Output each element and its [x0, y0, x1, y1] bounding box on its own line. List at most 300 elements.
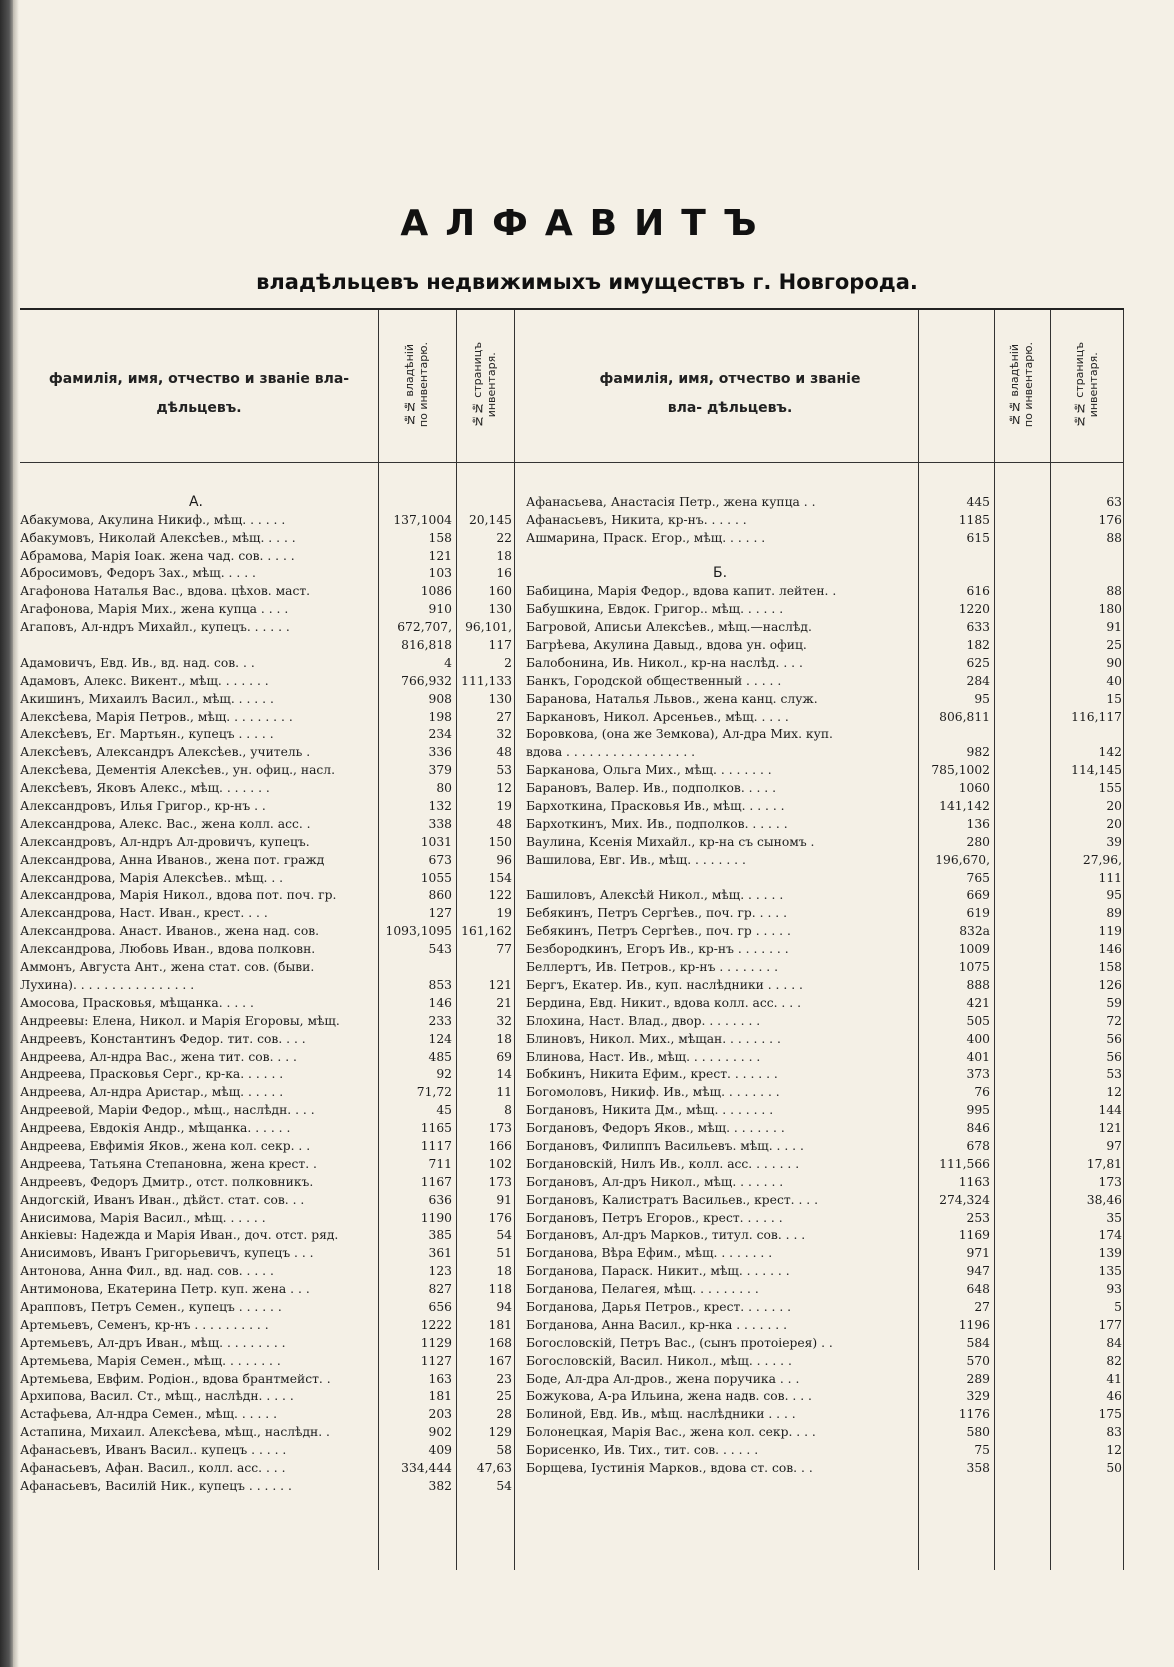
table-row	[20, 977, 514, 995]
page-number: 116,117	[1071, 709, 1122, 724]
owner-name: Богдановъ, Филиппъ Васильевъ. мѣщ. . . . .	[526, 1138, 804, 1153]
table-row	[20, 1460, 514, 1478]
owner-name: Анисимова, Марія Васил., мѣщ. . . . . .	[20, 1210, 266, 1225]
holding-number: 71,72	[416, 1085, 452, 1100]
page-number: 96,101,	[465, 620, 512, 635]
owner-name: Афанасьевъ, Иванъ Васил.. купецъ . . . . .	[20, 1443, 287, 1458]
holding-number: 673	[428, 852, 452, 867]
page-number: 56	[1106, 1049, 1122, 1064]
table-row	[526, 834, 1124, 852]
page-number: 89	[1106, 906, 1122, 921]
page-number: 173	[488, 1174, 512, 1189]
holding-number: 678	[966, 1138, 990, 1153]
owner-name: Богдановъ, Калистратъ Васильев., крест. . . .	[526, 1192, 819, 1207]
page-number: 41	[1106, 1371, 1122, 1386]
table-row	[526, 1120, 1124, 1138]
holding-number: 995	[966, 1103, 990, 1118]
holding-number: 853	[428, 977, 452, 992]
owner-name: Агафонова Наталья Вас., вдова. цѣхов. маст.	[20, 584, 311, 599]
table-row	[526, 494, 1124, 512]
holding-number: 584	[966, 1335, 990, 1350]
holding-number: 1129	[420, 1335, 452, 1350]
page-number: 114,145	[1071, 763, 1122, 778]
owner-name: Богдановскій, Нилъ Ив., колл. асс. . . . . . .	[526, 1156, 800, 1171]
header-name-right	[580, 365, 880, 423]
table-row	[20, 1442, 514, 1460]
table-row	[20, 548, 514, 566]
owner-name: Богданова, Анна Васил., кр-нка . . . . . . .	[526, 1317, 788, 1332]
owner-name: Александрова, Алекс. Вас., жена колл. асс. .	[20, 816, 311, 831]
page-number: 50	[1106, 1460, 1122, 1475]
owner-name: Богомоловъ, Никиф. Ив., мѣщ. . . . . . . .	[526, 1085, 780, 1100]
owner-name: Антонова, Анна Фил., вд. над. сов. . . . .	[20, 1264, 274, 1279]
table-row	[20, 1049, 514, 1067]
table-row	[20, 1263, 514, 1281]
page-number: 39	[1106, 834, 1122, 849]
page-number: 53	[496, 763, 512, 778]
table-row	[526, 476, 1124, 494]
table-row	[20, 619, 514, 637]
holding-number: 338	[428, 816, 452, 831]
table-row	[526, 870, 1124, 888]
table-row	[526, 780, 1124, 798]
owner-name: Богданова, Дарья Петров., крест. . . . . . .	[526, 1299, 792, 1314]
holding-number: 485	[428, 1049, 452, 1064]
table-row	[526, 762, 1124, 780]
holding-number: 1165	[420, 1121, 452, 1136]
owner-name: Андреева, Прасковья Серг., кр-ка. . . . . .	[20, 1067, 284, 1082]
holding-number: 274,324	[939, 1192, 990, 1207]
holding-number: 121	[428, 548, 452, 563]
owner-name: Акишинъ, Михаилъ Васил., мѣщ. . . . . .	[20, 691, 274, 706]
owner-name: Андреевы: Елена, Никол. и Марія Егоровы, мѣщ.	[20, 1013, 340, 1028]
header-name-right-text: фамилія, имя, отчество и званіе вла- дѣльцевъ.	[599, 371, 861, 416]
holding-number: 625	[966, 655, 990, 670]
page-number: 51	[496, 1246, 512, 1261]
page-number: 119	[1098, 924, 1122, 939]
holding-number: 1167	[420, 1174, 452, 1189]
page-number: 48	[496, 745, 512, 760]
table-row	[526, 941, 1124, 959]
owner-name: Александрова, Марія Никол., вдова пот. поч. гр.	[20, 888, 337, 903]
page-number: 16	[496, 566, 512, 581]
header-rule	[20, 462, 1124, 463]
holding-number: 27	[974, 1299, 990, 1314]
page-number: 174	[1098, 1228, 1122, 1243]
page-number: 181	[488, 1317, 512, 1332]
holding-number: 785,1002	[931, 763, 990, 778]
page-number: 175	[1098, 1407, 1122, 1422]
holding-number: 141,142	[939, 799, 990, 814]
table-row	[526, 1299, 1124, 1317]
page-number: 54	[496, 1228, 512, 1243]
table-row	[526, 887, 1124, 905]
holding-number: 409	[428, 1443, 452, 1458]
owner-name: Борщева, Іустинія Марков., вдова ст. сов. . .	[526, 1460, 813, 1475]
page-number: 90	[1106, 655, 1122, 670]
holding-number: 158	[428, 530, 452, 545]
page-number: 146	[1098, 942, 1122, 957]
page-number: 28	[496, 1407, 512, 1422]
table-row	[20, 1245, 514, 1263]
owners-table	[20, 308, 1124, 1570]
owner-name: Артемьевъ, Семенъ, кр-нъ . . . . . . . . . .	[20, 1317, 269, 1332]
table-row	[20, 1299, 514, 1317]
page-number: 122	[488, 888, 512, 903]
page-number: 83	[1106, 1425, 1122, 1440]
table-row	[526, 1227, 1124, 1245]
holding-number: 234	[428, 727, 452, 742]
page-number: 121	[488, 977, 512, 992]
page-number: 130	[488, 602, 512, 617]
section-letter-text: А.	[188, 493, 204, 510]
page-number: 155	[1098, 781, 1122, 796]
holding-number: 1169	[958, 1228, 990, 1243]
page-number: 150	[488, 834, 512, 849]
table-row	[20, 870, 514, 888]
table-row	[20, 709, 514, 727]
owner-name: Богдановъ, Ал-дръ Марков., титул. сов. . . .	[526, 1228, 806, 1243]
owner-name: Адамовичъ, Евд. Ив., вд. над. сов. . .	[20, 655, 255, 670]
table-row	[526, 959, 1124, 977]
page-number: 18	[496, 1031, 512, 1046]
owner-name: Баранова, Наталья Львов., жена канц. служ.	[526, 691, 818, 706]
owner-name: Бебякинъ, Петръ Сергѣев., поч. гр. . . . .	[526, 906, 787, 921]
owner-name: Алексѣевъ, Ег. Мартьян., купецъ . . . . .	[20, 727, 274, 742]
section-letter	[20, 494, 372, 512]
holding-number: 361	[428, 1246, 452, 1261]
holding-number: 233	[428, 1013, 452, 1028]
holding-number: 289	[966, 1371, 990, 1386]
holding-number: 982	[966, 745, 990, 760]
holding-number: 127	[428, 906, 452, 921]
owner-name: Барановъ, Валер. Ив., подполков. . . . .	[526, 781, 777, 796]
page-number: 12	[1106, 1085, 1122, 1100]
holding-number: 284	[966, 673, 990, 688]
page-number: 72	[1106, 1013, 1122, 1028]
table-row	[526, 548, 1124, 566]
header-name-left	[20, 365, 378, 423]
owner-name: Алексѣева, Марія Петров., мѣщ. . . . . . . . .	[20, 709, 293, 724]
page-number: 11	[496, 1085, 512, 1100]
table-row	[526, 673, 1124, 691]
table-row	[20, 816, 514, 834]
table-row	[526, 637, 1124, 655]
owner-name: Башиловъ, Алексѣй Никол., мѣщ. . . . . .	[526, 888, 784, 903]
header-inv-left	[378, 310, 456, 460]
page-number: 95	[1106, 888, 1122, 903]
section-letter-text: Б.	[712, 565, 728, 582]
owner-name: Борисенко, Ив. Тих., тит. сов. . . . . .	[526, 1443, 759, 1458]
holding-number: 910	[428, 602, 452, 617]
table-row	[20, 1156, 514, 1174]
owner-name: Бергъ, Екатер. Ив., куп. наслѣдники . . . . .	[526, 977, 803, 992]
owner-name: Андреева, Евфимія Яков., жена кол. секр. . .	[20, 1138, 311, 1153]
table-row	[526, 1174, 1124, 1192]
owner-name: Анисимовъ, Иванъ Григорьевичъ, купецъ . . .	[20, 1246, 314, 1261]
table-row	[20, 744, 514, 762]
holding-number: 373	[966, 1067, 990, 1082]
owner-name: Багровой, Аписьи Алексѣев., мѣщ.—наслѣд.	[526, 620, 812, 635]
holding-number: 616	[966, 584, 990, 599]
table-row	[20, 780, 514, 798]
table-row	[526, 1424, 1124, 1442]
holding-number: 132	[428, 799, 452, 814]
holding-number: 1185	[958, 512, 990, 527]
owner-name: Бебякинъ, Петръ Сергѣев., поч. гр . . . . .	[526, 924, 791, 939]
holding-number: 1031	[420, 834, 452, 849]
table-row	[526, 530, 1124, 548]
page-number: 19	[496, 799, 512, 814]
page-number: 18	[496, 1264, 512, 1279]
holding-number: 669	[966, 888, 990, 903]
owner-name: Александрова, Анна Иванов., жена пот. гражд	[20, 852, 325, 867]
owner-name: Артемьева, Евфим. Родіон., вдова брантмейст. .	[20, 1371, 331, 1386]
page-number: 32	[496, 727, 512, 742]
owner-name: Балобонина, Ив. Никол., кр-на наслѣд. . . .	[526, 655, 803, 670]
page-number: 35	[1106, 1210, 1122, 1225]
holding-number: 92	[436, 1067, 452, 1082]
holding-number: 816,818	[401, 638, 452, 653]
owner-name: Андреевъ, Федоръ Дмитр., отст. полковникъ.	[20, 1174, 314, 1189]
table-row	[20, 923, 514, 941]
table-row	[20, 1174, 514, 1192]
page-number: 58	[496, 1443, 512, 1458]
table-row	[20, 673, 514, 691]
page-number: 69	[496, 1049, 512, 1064]
page-number: 111,133	[461, 673, 512, 688]
page-number: 88	[1106, 584, 1122, 599]
page-number: 27	[496, 709, 512, 724]
page-number: 25	[1106, 638, 1122, 653]
page-number: 19	[496, 906, 512, 921]
page-number: 21	[496, 995, 512, 1010]
holding-number: 1222	[420, 1317, 452, 1332]
owner-name: Амосова, Прасковья, мѣщанка. . . . .	[20, 995, 254, 1010]
owner-name: Агаповъ, Ал-ндръ Михайл., купецъ. . . . . .	[20, 620, 290, 635]
page-number: 173	[1098, 1174, 1122, 1189]
holding-number: 103	[428, 566, 452, 581]
header-name-left-text: фамилія, имя, отчество и званіе вла- дѣльцевъ.	[48, 371, 350, 416]
holding-number: 947	[966, 1264, 990, 1279]
owner-name: Божукова, А-ра Ильина, жена надв. сов. . . .	[526, 1389, 812, 1404]
table-row	[20, 1210, 514, 1228]
holding-number: 80	[436, 781, 452, 796]
right-entries	[526, 476, 1124, 1478]
holding-number: 846	[966, 1121, 990, 1136]
holding-number: 1009	[958, 942, 990, 957]
page-number: 15	[1106, 691, 1122, 706]
page-number: 111	[1098, 870, 1122, 885]
owner-name: Абрамова, Марія Іоак. жена чад. сов. . . . .	[20, 548, 295, 563]
owner-name: Афанасьевъ, Василій Ник., купецъ . . . . . .	[20, 1478, 292, 1493]
holding-number: 1117	[420, 1138, 452, 1153]
table-row	[20, 637, 514, 655]
holding-number: 832а	[959, 924, 990, 939]
holding-number: 336	[428, 745, 452, 760]
owner-name: Александрова, Любовь Иван., вдова полковн.	[20, 942, 316, 957]
holding-number: 827	[428, 1282, 452, 1297]
page-number: 176	[1098, 512, 1122, 527]
table-row	[526, 709, 1124, 727]
page-number: 154	[488, 870, 512, 885]
page-number: 94	[496, 1299, 512, 1314]
table-row	[526, 1388, 1124, 1406]
table-row	[20, 1227, 514, 1245]
table-row	[526, 691, 1124, 709]
table-row	[526, 923, 1124, 941]
holding-number: 400	[966, 1031, 990, 1046]
table-row	[20, 852, 514, 870]
page-number: 176	[488, 1210, 512, 1225]
page-number: 12	[1106, 1443, 1122, 1458]
holding-number: 505	[966, 1013, 990, 1028]
owner-name: Бобкинъ, Никита Ефим., крест. . . . . . .	[526, 1067, 778, 1082]
table-row	[20, 726, 514, 744]
page-number: 166	[488, 1138, 512, 1153]
holding-number: 570	[966, 1353, 990, 1368]
page-number: 144	[1098, 1103, 1122, 1118]
page-number: 20	[1106, 799, 1122, 814]
holding-number: 253	[966, 1210, 990, 1225]
owner-name: Алексѣева, Дементія Алексѣев., ун. офиц., насл.	[20, 763, 336, 778]
holding-number: 111,566	[939, 1156, 990, 1171]
book-gutter-shadow	[13, 0, 19, 1667]
holding-number: 1075	[958, 960, 990, 975]
table-row	[20, 1120, 514, 1138]
owner-name: Вашилова, Евг. Ив., мѣщ. . . . . . . .	[526, 852, 746, 867]
holding-number: 401	[966, 1049, 990, 1064]
holding-number: 908	[428, 691, 452, 706]
holding-number: 445	[966, 494, 990, 509]
holding-number: 196,670,	[935, 852, 990, 867]
table-row	[20, 1424, 514, 1442]
holding-number: 421	[966, 995, 990, 1010]
owner-name: Афанасьевъ, Афан. Васил., колл. асс. . . .	[20, 1460, 286, 1475]
holding-number: 1055	[420, 870, 452, 885]
holding-number: 385	[428, 1228, 452, 1243]
page-number: 23	[496, 1371, 512, 1386]
owner-name: Афанасьевъ, Никита, кр-нъ. . . . . .	[526, 512, 747, 527]
owner-name: Багрѣева, Акулина Давыд., вдова ун. офиц.	[526, 638, 807, 653]
owner-name: Андреева, Ал-ндра Аристар., мѣщ. . . . . .	[20, 1085, 284, 1100]
table-row	[526, 1406, 1124, 1424]
holding-number: 806,811	[939, 709, 990, 724]
page-number: 8	[504, 1103, 512, 1118]
page-number: 18	[496, 548, 512, 563]
owner-name: Боровкова, (она же Земкова), Ал-дра Мих. куп.	[526, 727, 833, 742]
table-row	[20, 959, 514, 977]
owner-name: Алексѣевъ, Александръ Алексѣев., учитель .	[20, 745, 311, 760]
owner-name: Бердина, Евд. Никит., вдова колл. асс. . . .	[526, 995, 801, 1010]
owner-name: Астапина, Михаил. Алексѣева, мѣщ., наслѣдн. .	[20, 1425, 330, 1440]
page-number: 38,46	[1086, 1192, 1122, 1207]
page-number: 135	[1098, 1264, 1122, 1279]
page-subtitle: владѣльцевъ недвижимыхъ имуществъ г. Новгорода.	[256, 270, 918, 294]
table-row	[20, 1013, 514, 1031]
table-row	[20, 1102, 514, 1120]
owner-name: Бархоткина, Прасковья Ив., мѣщ. . . . . .	[526, 799, 785, 814]
holding-number: 1220	[958, 602, 990, 617]
page-number: 161,162	[461, 924, 512, 939]
table-row	[20, 1478, 514, 1496]
holding-number: 860	[428, 888, 452, 903]
table-row	[20, 601, 514, 619]
page-number: 46	[1106, 1389, 1122, 1404]
holding-number: 1163	[958, 1174, 990, 1189]
page-number: 93	[1106, 1282, 1122, 1297]
holding-number: 379	[428, 763, 452, 778]
page-title: АЛФАВИТЪ	[400, 203, 774, 244]
table-row	[20, 691, 514, 709]
owner-name: Александрова. Анаст. Иванов., жена над. сов.	[20, 924, 320, 939]
page-number: 97	[1106, 1138, 1122, 1153]
holding-number: 1086	[420, 584, 452, 599]
table-row	[526, 1371, 1124, 1389]
holding-number: 543	[428, 942, 452, 957]
holding-number: 124	[428, 1031, 452, 1046]
table-row	[20, 762, 514, 780]
owner-name: Андреевой, Маріи Федор., мѣщ., наслѣдн. . . .	[20, 1103, 315, 1118]
page-number: 91	[496, 1192, 512, 1207]
table-row	[526, 1210, 1124, 1228]
holding-number: 1190	[420, 1210, 452, 1225]
owner-name: Александровъ, Илья Григор., кр-нъ . .	[20, 799, 266, 814]
holding-number: 656	[428, 1299, 452, 1314]
holding-number: 280	[966, 834, 990, 849]
owner-name: Болиной, Евд. Ив., мѣщ. наслѣдники . . . .	[526, 1407, 796, 1422]
table-row	[20, 655, 514, 673]
page-number: 102	[488, 1156, 512, 1171]
header-page-left-text: №№ страницъ инвентаря.	[471, 342, 498, 428]
holding-number: 580	[966, 1425, 990, 1440]
holding-number: 136	[966, 816, 990, 831]
table-row	[526, 798, 1124, 816]
table-row	[526, 1245, 1124, 1263]
page-number: 88	[1106, 530, 1122, 545]
table-row	[526, 1263, 1124, 1281]
page-number: 48	[496, 816, 512, 831]
owner-name: Андреева, Ал-ндра Вас., жена тит. сов. . . .	[20, 1049, 297, 1064]
holding-number: 75	[974, 1443, 990, 1458]
page-number: 129	[488, 1425, 512, 1440]
table-row	[526, 852, 1124, 870]
holding-number: 137,1004	[393, 512, 452, 527]
page-number: 56	[1106, 1031, 1122, 1046]
owner-name: Барканова, Ольга Мих., мѣщ. . . . . . . .	[526, 763, 772, 778]
table-row	[526, 1192, 1124, 1210]
table-row	[20, 905, 514, 923]
owner-name: Андогскій, Иванъ Иван., дѣйст. стат. сов. . .	[20, 1192, 305, 1207]
page-number: 121	[1098, 1121, 1122, 1136]
page-number: 167	[488, 1353, 512, 1368]
table-row	[526, 977, 1124, 995]
page-number: 12	[496, 781, 512, 796]
page-number: 47,63	[476, 1460, 512, 1475]
owner-name: Банкъ, Городской общественный . . . . .	[526, 673, 782, 688]
page-number: 2	[504, 655, 512, 670]
table-row	[20, 1031, 514, 1049]
owner-name: Арапповъ, Петръ Семен., купецъ . . . . . .	[20, 1299, 282, 1314]
table-row	[20, 1388, 514, 1406]
page-number: 32	[496, 1013, 512, 1028]
page-number: 139	[1098, 1246, 1122, 1261]
holding-number: 4	[444, 655, 452, 670]
table-row	[526, 1066, 1124, 1084]
owner-name: Андреевъ, Константинъ Федор. тит. сов. . . .	[20, 1031, 306, 1046]
holding-number: 636	[428, 1192, 452, 1207]
table-row	[20, 995, 514, 1013]
